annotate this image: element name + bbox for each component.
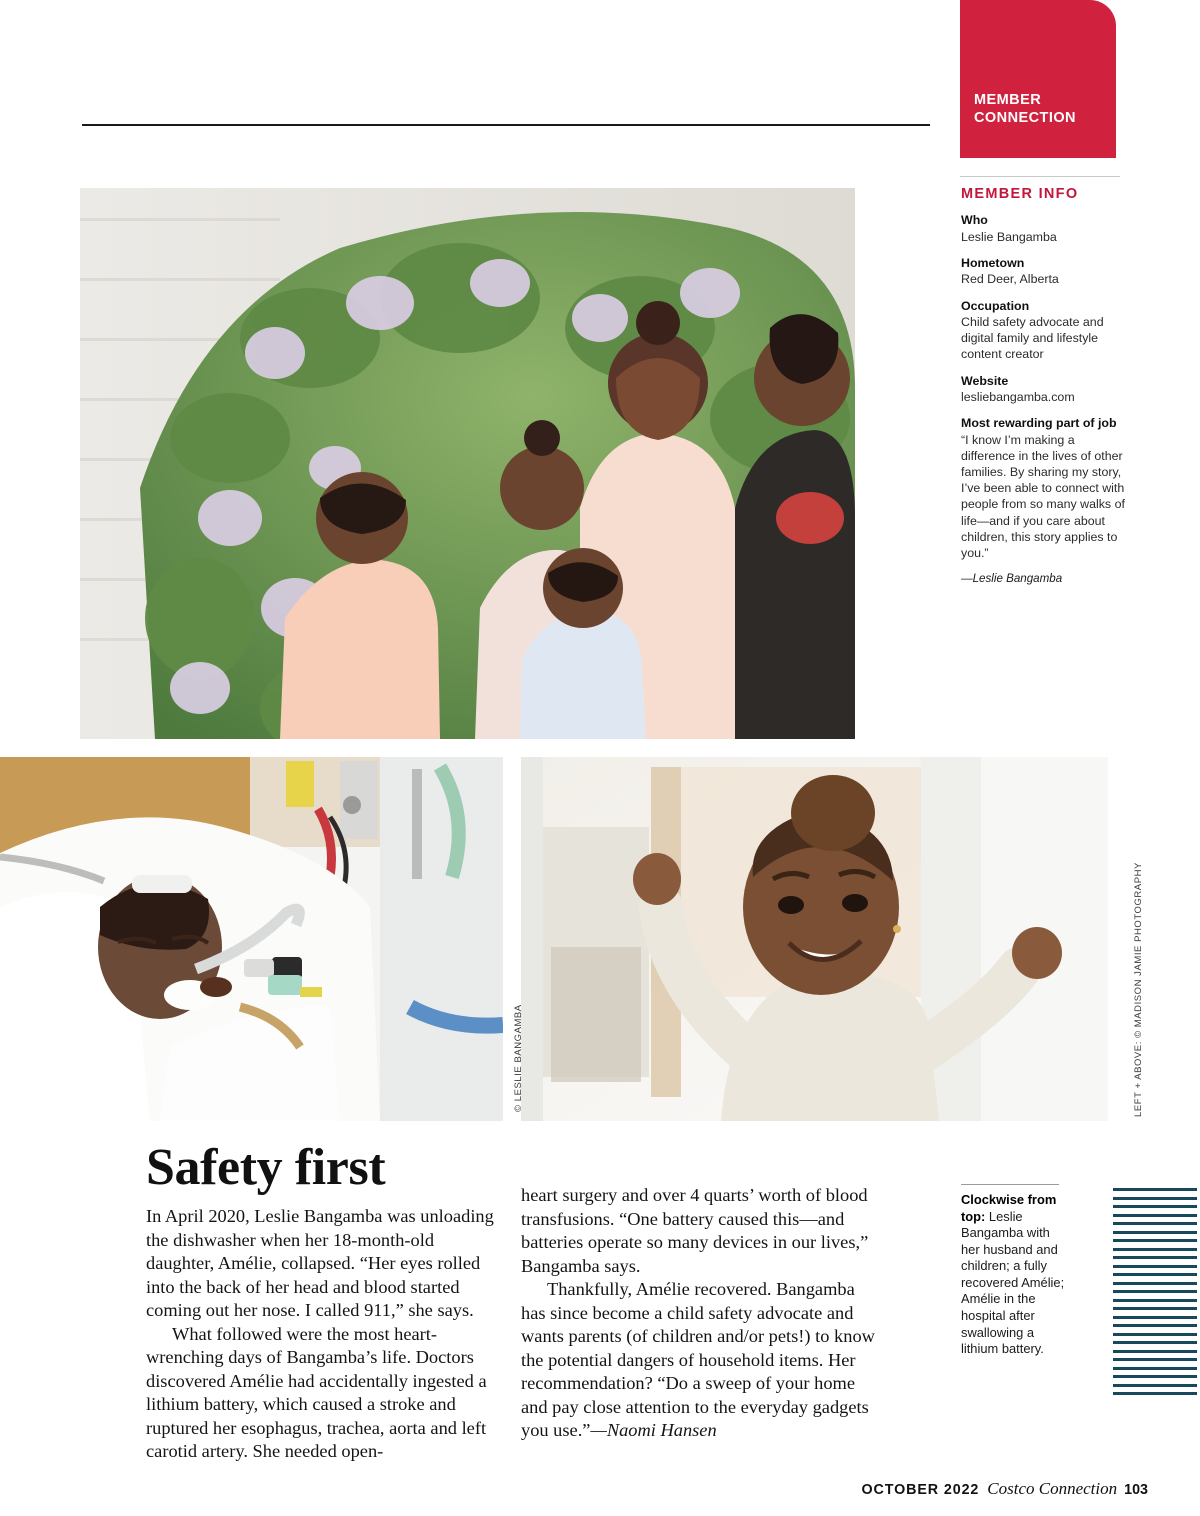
photo-family-illustration	[80, 188, 855, 739]
stripe-line	[1113, 1248, 1197, 1251]
stripe-line	[1113, 1316, 1197, 1319]
banner-label	[974, 92, 1076, 128]
member-info-title: MEMBER INFO	[961, 186, 1079, 202]
member-info-field-occupation	[961, 299, 1125, 363]
article-paragraph-2: What followed were the most heart-wrenching days of Bangamba’s life. Doctors discovered Amélie had accidentally ingested a lithium battery, which caused a stroke and ruptured her esophagus, trachea, aorta and left carotid artery. She needed open-	[146, 1323, 487, 1462]
stripe-line	[1113, 1307, 1197, 1310]
article-column-2	[521, 1184, 876, 1443]
decorative-stripes	[1113, 1188, 1197, 1400]
member-info-field-hometown	[961, 256, 1125, 288]
member-info-field-website	[961, 374, 1125, 406]
field-label-hometown: Hometown	[961, 255, 1025, 270]
stripe-line	[1113, 1350, 1197, 1353]
member-connection-banner	[960, 0, 1116, 158]
stripe-line	[1113, 1188, 1197, 1191]
stripe-line	[1113, 1392, 1197, 1395]
member-info-field-most-rewarding	[961, 416, 1125, 561]
article-headline: Safety first	[146, 1139, 386, 1196]
banner-label-line1: MEMBER	[974, 92, 1042, 108]
field-value-who: Leslie Bangamba	[961, 229, 1057, 244]
stripe-line	[1113, 1333, 1197, 1336]
article-paragraph-4-text: Thankfully, Amélie recovered. Bangamba has since become a child safety advocate and wants parents (of children and/or pets!) to know the potential dangers of household items. Her recommendation? “Do a sweep of your home and pay close attention to the everyday gadgets you use.”	[521, 1279, 875, 1441]
header-divider	[82, 124, 930, 126]
stripe-line	[1113, 1214, 1197, 1217]
member-info-field-who	[961, 213, 1125, 245]
footer-page-number: 103	[1124, 1482, 1148, 1498]
stripe-line	[1113, 1341, 1197, 1344]
article-column-1	[146, 1205, 506, 1464]
field-value-occupation: Child safety advocate and digital family and lifestyle content creator	[961, 315, 1104, 362]
photo-toddler-illustration	[521, 757, 1108, 1121]
caption-lead: Clockwise from top:	[961, 1192, 1057, 1224]
stripe-line	[1113, 1282, 1197, 1285]
field-label-most-rewarding: Most rewarding part of job	[961, 416, 1117, 431]
banner-label-line2: CONNECTION	[974, 109, 1076, 126]
footer-magazine-title: Costco Connection	[987, 1479, 1118, 1498]
stripe-line	[1113, 1239, 1197, 1242]
stripe-line	[1113, 1256, 1197, 1259]
stripe-line	[1113, 1299, 1197, 1302]
caption-divider	[961, 1184, 1059, 1185]
article-paragraph-3: heart surgery and over 4 quarts’ worth of blood transfusions. “One battery caused this—and batteries operate so many devices in our lives,” Bangamba says.	[521, 1185, 869, 1276]
field-value-website[interactable]: lesliebangamba.com	[961, 390, 1075, 405]
stripe-line	[1113, 1231, 1197, 1234]
article-paragraph-1: In April 2020, Leslie Bangamba was unloading the dishwasher when her 18-month-old daughter, Amélie, collapsed. “Her eyes rolled into the back of her head and blood started coming out her nose. I called 911,” she says.	[146, 1206, 494, 1321]
photo-hospital-illustration	[0, 757, 503, 1121]
stripe-line	[1113, 1324, 1197, 1327]
footer-issue-date: OCTOBER 2022	[861, 1482, 980, 1498]
photo-family	[80, 188, 855, 739]
field-value-most-rewarding: “I know I’m making a difference in the lives of other families. By sharing my story, I’ve been able to connect with people from so many walks of life—and if you care about children, this story applies to you.”	[961, 432, 1125, 560]
field-label-who: Who	[961, 213, 988, 227]
caption-body: Leslie Bangamba with her husband and children; a fully recovered Amélie; Amélie in the hospital after swallowing a lithium battery.	[961, 1208, 1065, 1357]
stripe-line	[1113, 1290, 1197, 1293]
member-info-divider	[960, 176, 1120, 177]
photo-hospital	[0, 757, 503, 1121]
stripe-line	[1113, 1222, 1197, 1225]
stripe-line	[1113, 1358, 1197, 1361]
stripe-line	[1113, 1205, 1197, 1208]
photo-caption	[961, 1192, 1065, 1358]
stripe-line	[1113, 1375, 1197, 1378]
field-label-occupation: Occupation	[961, 298, 1030, 313]
stripe-line	[1113, 1367, 1197, 1370]
page-footer	[0, 1479, 1148, 1499]
article-byline: —Naomi Hansen	[590, 1420, 717, 1441]
article-paragraph-4	[521, 1278, 876, 1443]
stripe-line	[1113, 1273, 1197, 1276]
stripe-line	[1113, 1197, 1197, 1200]
photo-credit-above: LEFT + ABOVE: © MADISON JAMIE PHOTOGRAPHY	[1133, 862, 1144, 1117]
photo-credit-hospital: © LESLIE BANGAMBA	[513, 1004, 524, 1112]
member-info-panel	[961, 186, 1125, 585]
stripe-line	[1113, 1384, 1197, 1387]
member-info-attribution: —Leslie Bangamba	[961, 571, 1063, 585]
field-label-website: Website	[961, 373, 1009, 388]
field-value-hometown: Red Deer, Alberta	[961, 272, 1059, 287]
stripe-line	[1113, 1265, 1197, 1268]
photo-toddler	[521, 757, 1108, 1121]
